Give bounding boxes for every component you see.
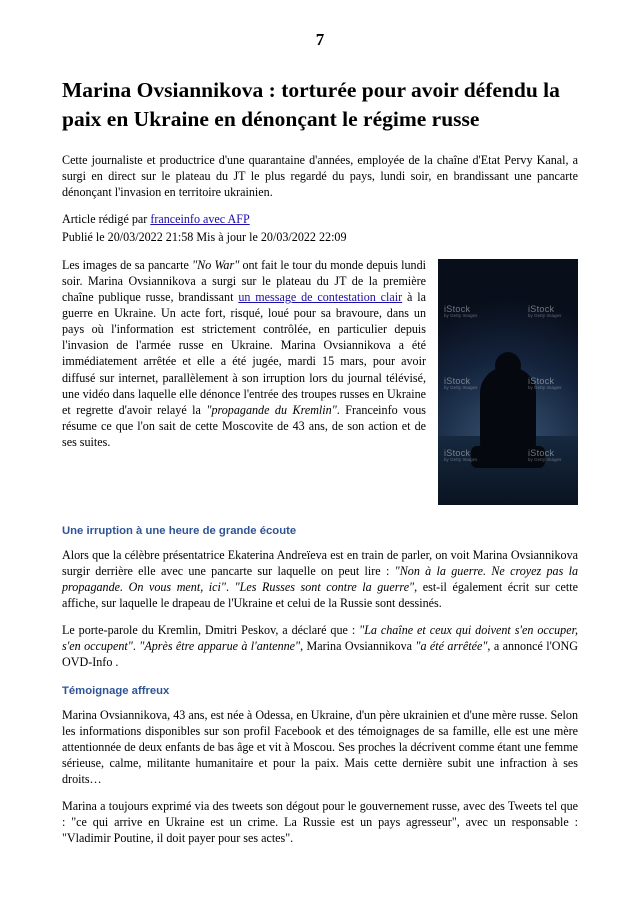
s1p1-text-b: . — [225, 580, 235, 595]
s1p1-quote-2: "Les Russes sont contre la guerre" — [234, 580, 415, 595]
page-title: Marina Ovsiannikova : torturée pour avoir défendu la paix en Ukraine en dénonçant le régime russe — [62, 78, 560, 131]
page-number: 7 — [315, 30, 325, 49]
s1p2-quote-3: "a été arrêtée" — [415, 639, 488, 654]
watermark-icon: iStock by Getty Images — [444, 303, 478, 319]
lead-inline-link[interactable]: un message de contestation clair — [238, 290, 403, 305]
watermark-icon: iStock by Getty Images — [528, 447, 562, 463]
s1p2-quote-1: "La chaîne et ceux qui doivent s'en occuper, s'en occupent" — [62, 623, 578, 654]
s1p1-quote-1: "Non à la guerre. Ne croyez pas la propagande. On vous ment, ici" — [62, 564, 578, 595]
s1p1-text-a: Alors que la célèbre présentatrice Ekaterina Andreïeva est en train de parler, on voit Marina Ovsiannikova surgir derrière elle avec une pancarte sur laquelle on peut lire : — [62, 547, 578, 579]
s1p2-text-a: Le porte-parole du Kremlin, Dmitri Peskov, a déclaré que : — [62, 623, 360, 638]
lead-text-2: ont fait le tour du monde depuis lundi soir. Marina Ovsiannikova a surgi sur le plateau du JT de la première chaîne publique russe, brandissant — [62, 257, 426, 305]
lead-quote-2: "propagande du Kremlin" — [206, 402, 337, 417]
s1p1-text-c: , est-il également écrit sur cette affiche, sur laquelle le drapeau de l'Ukraine et celui de la Russie sont dessinés. — [62, 580, 578, 611]
section1-paragraph-2 — [62, 622, 578, 670]
lead-text-4: . Franceinfo vous résume ce que l'on sait de cette Moscovite de 43 ans, de son action et de ses suites. — [62, 402, 426, 449]
watermark-icon: iStock by Getty Images — [444, 375, 478, 391]
lead-text-3: à la guerre en Ukraine. Un acte fort, risqué, loué pour sa bravoure, dans un pays où l'information est strictement contrôlée, en particulier depuis l'invasion de l'armée russe en Ukraine. Marina Ovsiannikova a été immédiatement arrêtée et elle a été jugée, mardi 15 mars, pour avoir diffusé sur internet, parallèlement à son irruption lors du journal télévisé, une vidéo dans laquelle elle dénonce l'entrée des troupes russes en Ukraine et regrette d'avoir relayé la — [62, 290, 426, 417]
byline-prefix: Article rédigé par — [62, 211, 151, 226]
lead-text-1: Les images de sa pancarte — [62, 257, 193, 272]
s1p2-quote-2: "Après être apparue à l'antenne" — [139, 639, 301, 654]
s1p2-text-d: , a annoncé l'ONG OVD-Info . — [62, 639, 578, 670]
lead-quote-1: "No War" — [192, 257, 240, 272]
byline-source-link[interactable]: franceinfo avec AFP — [150, 211, 250, 226]
article-photo — [438, 259, 578, 505]
watermark-icon: iStock by Getty Images — [528, 375, 562, 391]
section-heading-irruption: Une irruption à une heure de grande écoute — [62, 524, 297, 537]
section2-paragraph-1: Marina Ovsiannikova, 43 ans, est née à Odessa, en Ukraine, d'un père ukrainien et d'une mère russe. Selon les informations disponibles sur son profil Facebook et des témoignages de sa famille, elle est une mère attentionnée de deux enfants de bas âge et vit à Moscou. Ses proches la décrivent comme étant une femme sérieuse, calme, militante humanitaire et pour la paix. Mais cette dernière subit une infraction à ses droits… — [62, 707, 578, 786]
publication-dateline: Publié le 20/03/2022 21:58 Mis à jour le 20/03/2022 22:09 — [62, 229, 347, 244]
watermark-icon: iStock by Getty Images — [444, 447, 478, 463]
section-heading-temoignage: Témoignage affreux — [62, 684, 170, 697]
s1p2-text-c: , Marina Ovsiannikova — [300, 639, 416, 654]
watermark-icon: iStock by Getty Images — [528, 303, 562, 319]
s1p2-text-b: . — [132, 639, 140, 654]
article-body-with-photo — [62, 257, 578, 511]
article-standfirst: Cette journaliste et productrice d'une quarantaine d'années, employée de la chaîne d'Etat Pervy Kanal, a surgi en direct sur le plateau du JT le plus regardé du pays, lundi soir, en brandissant une pancarte dénonçant l'invasion en territoire ukrainien. — [62, 152, 578, 199]
section1-paragraph-1 — [62, 547, 578, 611]
section2-paragraph-2: Marina a toujours exprimé via des tweets son dégout pour le gouvernement russe, avec des Tweets tel que : "ce qui arrive en Ukraine est un crime. La Russie est un pays agresseur", avec un responsable : "Vladimir Poutine, il doit payer pour ses actes". — [62, 798, 578, 846]
byline — [62, 211, 578, 227]
